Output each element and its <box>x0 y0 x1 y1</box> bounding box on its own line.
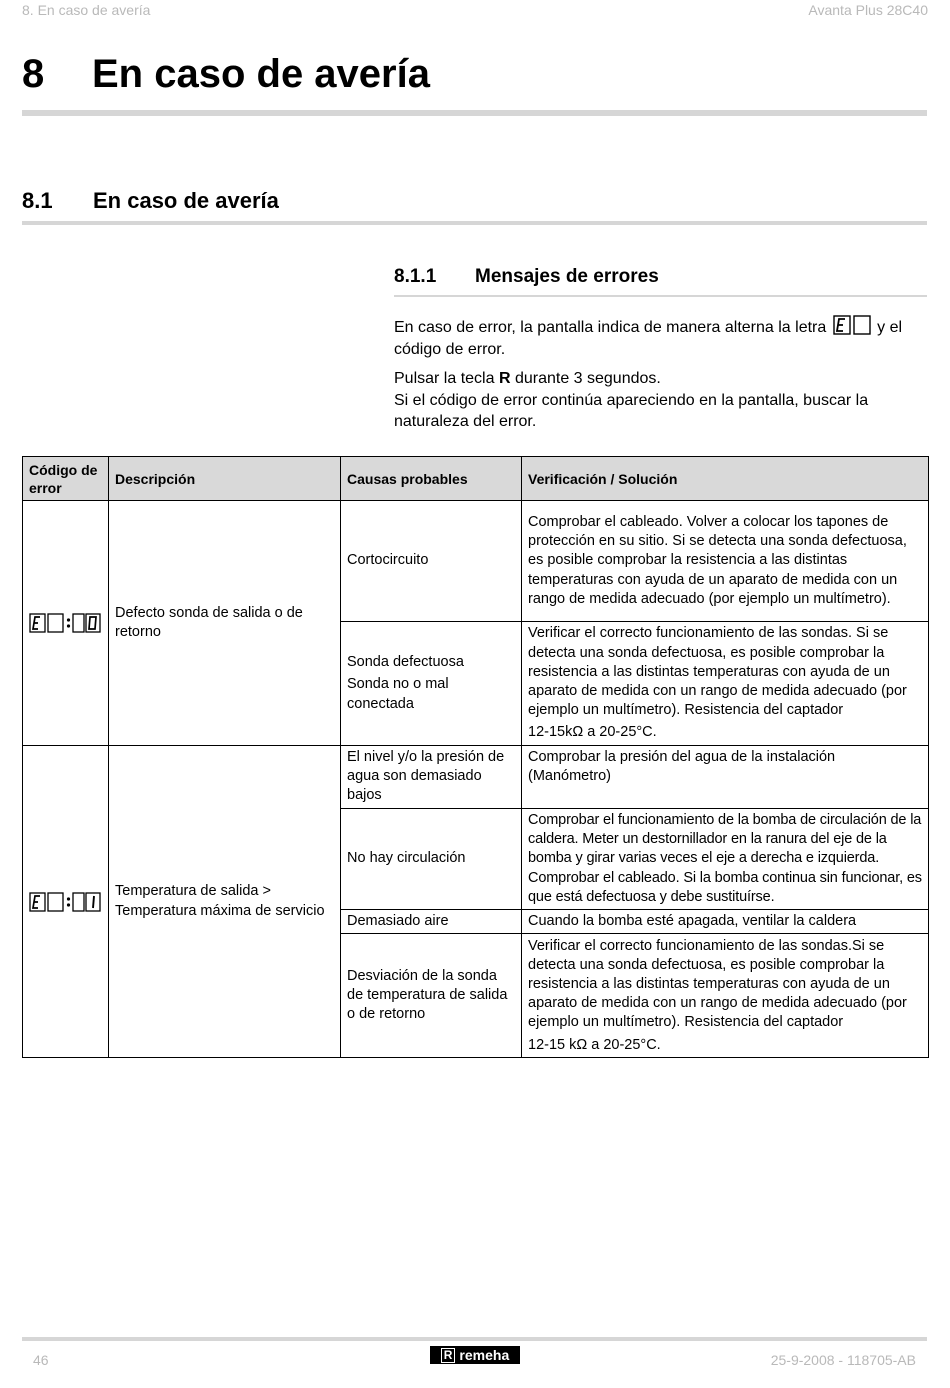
solution-resistance: 12-15kΩ a 20-25°C. <box>528 724 657 741</box>
lcd-e00-icon <box>29 612 101 634</box>
section-title-text: En caso de avería <box>93 188 279 213</box>
lcd-e01-icon <box>29 891 101 913</box>
error-code-e01 <box>23 746 109 1058</box>
running-header-product: Avanta Plus 28C40 <box>808 2 928 18</box>
error-table <box>22 456 929 1058</box>
header-code: Código de error <box>23 457 109 501</box>
intro-text-check: Si el código de error continúa apareciendo en la pantalla, buscar la naturaleza del error. <box>394 391 869 430</box>
logo-mark: R <box>441 1348 456 1363</box>
cause-cell <box>341 622 522 746</box>
solution-text: Verificar el correcto funcionamiento de las sondas.Si se detecta una sonda defectuosa, es posible comprobar la resistencia a las distintas temperaturas con ayuda de un aparato de medida con un rango de medida adecuado (por ejemplo un multímetro). Resistencia del captador <box>528 937 907 1031</box>
table-header-row <box>23 457 929 501</box>
lcd-e-icon <box>833 315 871 335</box>
error-code-e00 <box>23 501 109 746</box>
section-title <box>22 186 279 216</box>
header-causes: Causas probables <box>341 457 522 501</box>
page-number: 46 <box>33 1352 49 1368</box>
intro-paragraph-2 <box>394 368 930 433</box>
cause-cell: Desviación de la sonda de temperatura de salida o de retorno <box>341 934 522 1058</box>
cause-line: Sonda no o mal conectada <box>347 676 449 712</box>
intro-text-after: y el código de error. <box>394 319 903 358</box>
intro-text-press: Pulsar la tecla <box>394 370 499 387</box>
subsection-number: 8.1.1 <box>394 266 437 287</box>
table-row <box>23 746 929 809</box>
intro-text-duration: durante 3 segundos. <box>510 370 661 387</box>
section-number: 8.1 <box>22 188 53 213</box>
solution-resistance: 12-15 kΩ a 20-25°C. <box>528 1036 661 1053</box>
intro-text-before: En caso de error, la pantalla indica de manera alterna la letra <box>394 319 827 336</box>
cause-cell: El nivel y/o la presión de agua son demasiado bajos <box>341 746 522 809</box>
reset-key-label: R <box>498 370 511 387</box>
section-rule <box>22 221 927 225</box>
chapter-title <box>22 50 430 98</box>
footer-rule <box>22 1337 927 1341</box>
solution-cell <box>522 622 929 746</box>
intro-paragraph-1 <box>394 315 930 360</box>
solution-cell: Cuando la bomba esté apagada, ventilar la caldera <box>522 910 929 934</box>
subsection-title <box>394 264 659 290</box>
cause-cell: No hay circulación <box>341 809 522 910</box>
error-description-e01: Temperatura de salida > Temperatura máxima de servicio <box>109 746 341 1058</box>
solution-cell: Comprobar la presión del agua de la instalación (Manómetro) <box>522 746 929 809</box>
chapter-rule <box>22 110 927 116</box>
logo-text: remeha <box>459 1347 510 1363</box>
header-solution: Verificación / Solución <box>522 457 929 501</box>
cause-cell: Demasiado aire <box>341 910 522 934</box>
table-row <box>23 501 929 622</box>
error-description-e00: Defecto sonda de salida o de retorno <box>109 501 341 746</box>
solution-cell <box>522 934 929 1058</box>
header-description: Descripción <box>109 457 341 501</box>
solution-cell: Comprobar el cableado. Volver a colocar los tapones de protección en su sitio. Si se detecta una sonda defectuosa, es posible comprobar la resistencia a las distintas temperaturas con ayuda de un aparato de medida con un rango de medida adecuado (por ejemplo un multímetro). <box>522 501 929 622</box>
remeha-logo <box>430 1346 520 1364</box>
chapter-title-text: En caso de avería <box>92 52 430 96</box>
running-header-section: 8. En caso de avería <box>22 2 151 18</box>
subsection-title-text: Mensajes de errores <box>475 266 659 287</box>
footer-date-reference: 25-9-2008 - 118705-AB <box>770 1352 916 1368</box>
chapter-number: 8 <box>22 52 45 96</box>
subsection-rule <box>394 295 927 297</box>
solution-cell: Comprobar el funcionamiento de la bomba de circulación de la caldera. Meter un destornillador en la ranura del eje de la bomba y girar varias veces el eje a derecha e izquierda. Comprobar el cableado. Si la bomba continua sin funcionar, es que está defectuosa y debe sustituírse. <box>522 809 929 910</box>
cause-cell: Cortocircuito <box>341 501 522 622</box>
solution-text: Verificar el correcto funcionamiento de las sondas. Si se detecta una sonda defectuosa, es posible comprobar la resistencia a las distintas temperaturas con ayuda de un aparato de medida con un rango de medida adecuado (por ejemplo un multímetro). Resistencia del captador <box>528 625 907 719</box>
cause-line: Sonda defectuosa <box>347 654 464 671</box>
